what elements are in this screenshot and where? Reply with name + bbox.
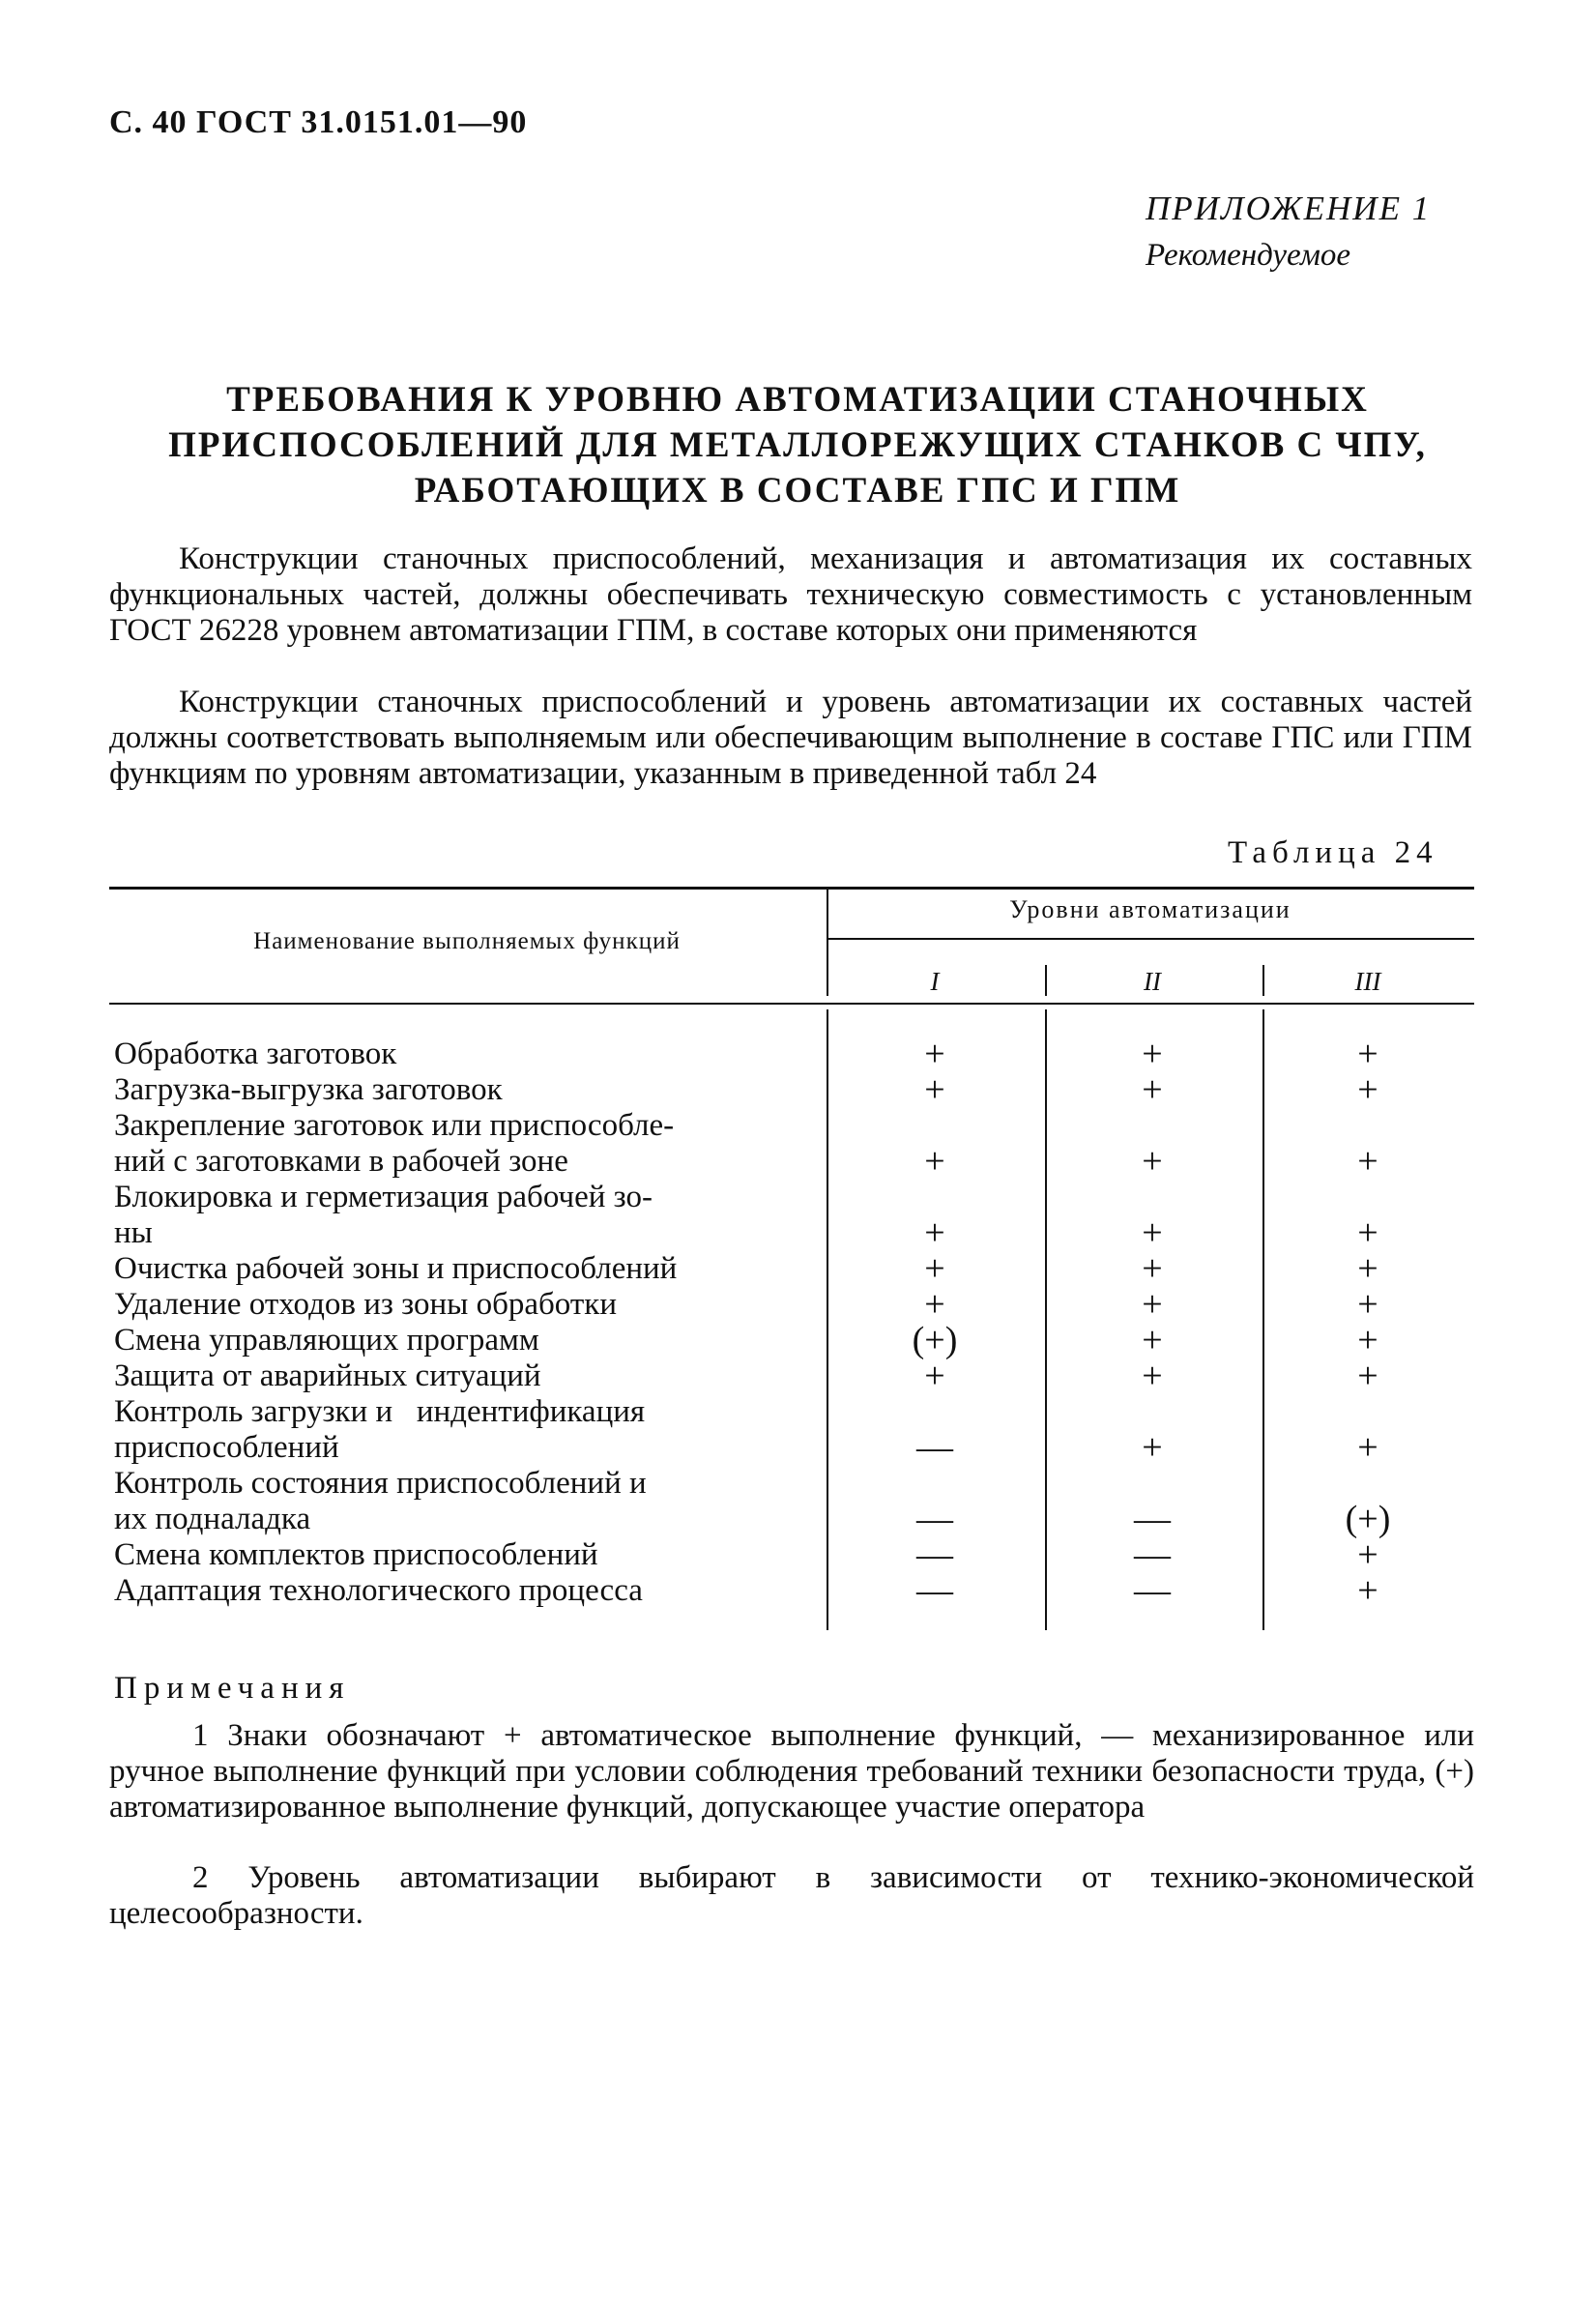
title-line-1: ТРЕБОВАНИЯ К УРОВНЮ АВТОМАТИЗАЦИИ СТАНОЧНЫХ <box>226 380 1369 420</box>
table-cell-level-2: + <box>1142 1141 1163 1182</box>
table-cell-level-2: + <box>1142 1320 1163 1360</box>
table-row-name: Удаление отходов из зоны обработки <box>114 1287 617 1322</box>
table-row-name: Смена управляющих программ <box>114 1323 539 1358</box>
body-divider-1 <box>1045 1009 1047 1630</box>
table-cell-level-2: + <box>1142 1284 1163 1325</box>
table-cell-level-2: — <box>1134 1570 1171 1611</box>
header-divider-2 <box>1262 965 1264 996</box>
table-cell-level-2: + <box>1142 1248 1163 1289</box>
note-2-text: 2 Уровень автоматизации выбирают в зависимости от технико-экономической целесообразности. <box>109 1860 1474 1931</box>
paragraph-2 <box>109 685 1472 792</box>
body-divider-2 <box>1262 1009 1264 1630</box>
table-row-name: Адаптация технологического процесса <box>114 1573 643 1608</box>
title-line-2: ПРИСПОСОБЛЕНИЙ ДЛЯ МЕТАЛЛОРЕЖУЩИХ СТАНКОВ С ЧПУ, <box>168 425 1427 465</box>
body-divider-main <box>827 1009 828 1630</box>
table-cell-level-3: (+) <box>1345 1499 1391 1539</box>
table-cell-level-2: + <box>1142 1427 1163 1468</box>
column-header-levels: Уровни автоматизации <box>1009 895 1291 923</box>
paragraph-1 <box>109 541 1472 649</box>
note-2 <box>109 1860 1474 1932</box>
table-cell-level-1: + <box>924 1034 945 1074</box>
table-cell-level-1: — <box>916 1570 953 1611</box>
appendix-status: Рекомендуемое <box>1146 238 1351 273</box>
table-cell-level-3: + <box>1357 1320 1378 1360</box>
table-row-name: Загрузка-выгрузка заготовок <box>114 1072 503 1107</box>
table-cell-level-2: + <box>1142 1356 1163 1396</box>
page-header: С. 40 ГОСТ 31.0151.01—90 <box>109 104 528 140</box>
table-row-name: Блокировка и герметизация рабочей зо- ны <box>114 1180 653 1250</box>
header-divider-1 <box>1045 965 1047 996</box>
table-cell-level-1: — <box>916 1427 953 1468</box>
table-cell-level-2: — <box>1134 1499 1171 1539</box>
table-cell-level-1: + <box>924 1212 945 1253</box>
table-cell-level-3: + <box>1357 1284 1378 1325</box>
document-title <box>145 377 1450 513</box>
table-row-name: Контроль загрузки и индентификация приспособлений <box>114 1394 646 1465</box>
notes-title: Примечания <box>114 1671 351 1706</box>
table-cell-level-2: + <box>1142 1212 1163 1253</box>
table-caption: Таблица 24 <box>1228 835 1438 870</box>
table-cell-level-1: + <box>924 1284 945 1325</box>
table-header-rule <box>109 1003 1474 1005</box>
table-row-name: Обработка заготовок <box>114 1037 397 1071</box>
note-1 <box>109 1718 1474 1825</box>
level-header-2: II <box>1144 967 1161 996</box>
table-row-name: Контроль состояния приспособлений и их подналадка <box>114 1466 647 1536</box>
table-cell-level-1: — <box>916 1534 953 1575</box>
levels-header-rule <box>828 938 1474 940</box>
paragraph-1-text: Конструкции станочных приспособлений, механизация и автоматизация их составных функциональных частей, должны обеспечивать техническую совместимость с установленным ГОСТ 26228 уровнем автоматизации ГПМ, в составе которых они применяются <box>109 541 1472 648</box>
table-cell-level-3: + <box>1357 1427 1378 1468</box>
paragraph-2-text: Конструкции станочных приспособлений и уровень автоматизации их составных частей должны соответствовать выполняемым или обеспечивающим выполнение в составе ГПС или ГПМ функциям по уровням автоматизации, указанным в приведенной табл 24 <box>109 685 1472 791</box>
table-cell-level-1: + <box>924 1356 945 1396</box>
table-cell-level-1: + <box>924 1248 945 1289</box>
table-cell-level-3: + <box>1357 1248 1378 1289</box>
table-cell-level-1: + <box>924 1069 945 1110</box>
table-cell-level-3: + <box>1357 1534 1378 1575</box>
table-cell-level-3: + <box>1357 1034 1378 1074</box>
table-cell-level-3: + <box>1357 1069 1378 1110</box>
table-cell-level-3: + <box>1357 1141 1378 1182</box>
level-header-1: I <box>930 967 940 996</box>
table-cell-level-1: + <box>924 1141 945 1182</box>
table-row-name: Закрепление заготовок или приспособле- ний с заготовками в рабочей зоне <box>114 1108 675 1179</box>
appendix-label: ПРИЛОЖЕНИЕ 1 <box>1146 190 1432 227</box>
table-cell-level-2: + <box>1142 1034 1163 1074</box>
table-cell-level-3: + <box>1357 1356 1378 1396</box>
table-cell-level-2: + <box>1142 1069 1163 1110</box>
table-cell-level-3: + <box>1357 1212 1378 1253</box>
table-cell-level-3: + <box>1357 1570 1378 1611</box>
table-cell-level-1: — <box>916 1499 953 1539</box>
table-row-name: Защита от аварийных ситуаций <box>114 1358 541 1393</box>
table-row-name: Очистка рабочей зоны и приспособлений <box>114 1251 678 1286</box>
title-line-3: РАБОТАЮЩИХ В СОСТАВЕ ГПС И ГПМ <box>414 471 1181 511</box>
level-header-3: III <box>1354 967 1381 996</box>
table-cell-level-2: — <box>1134 1534 1171 1575</box>
note-1-text: 1 Знаки обозначают + автоматическое выполнение функций, — механизированное или ручное выполнение функций при условии соблюдения требований техники безопасности труда, (+) автоматизированное выполнение функций, допускающее участие оператора <box>109 1718 1474 1825</box>
table-row-name: Смена комплектов приспособлений <box>114 1537 598 1572</box>
table-cell-level-1: (+) <box>912 1320 958 1360</box>
column-header-function-name: Наименование выполняемых функций <box>253 928 681 954</box>
table-top-rule <box>109 887 1474 890</box>
